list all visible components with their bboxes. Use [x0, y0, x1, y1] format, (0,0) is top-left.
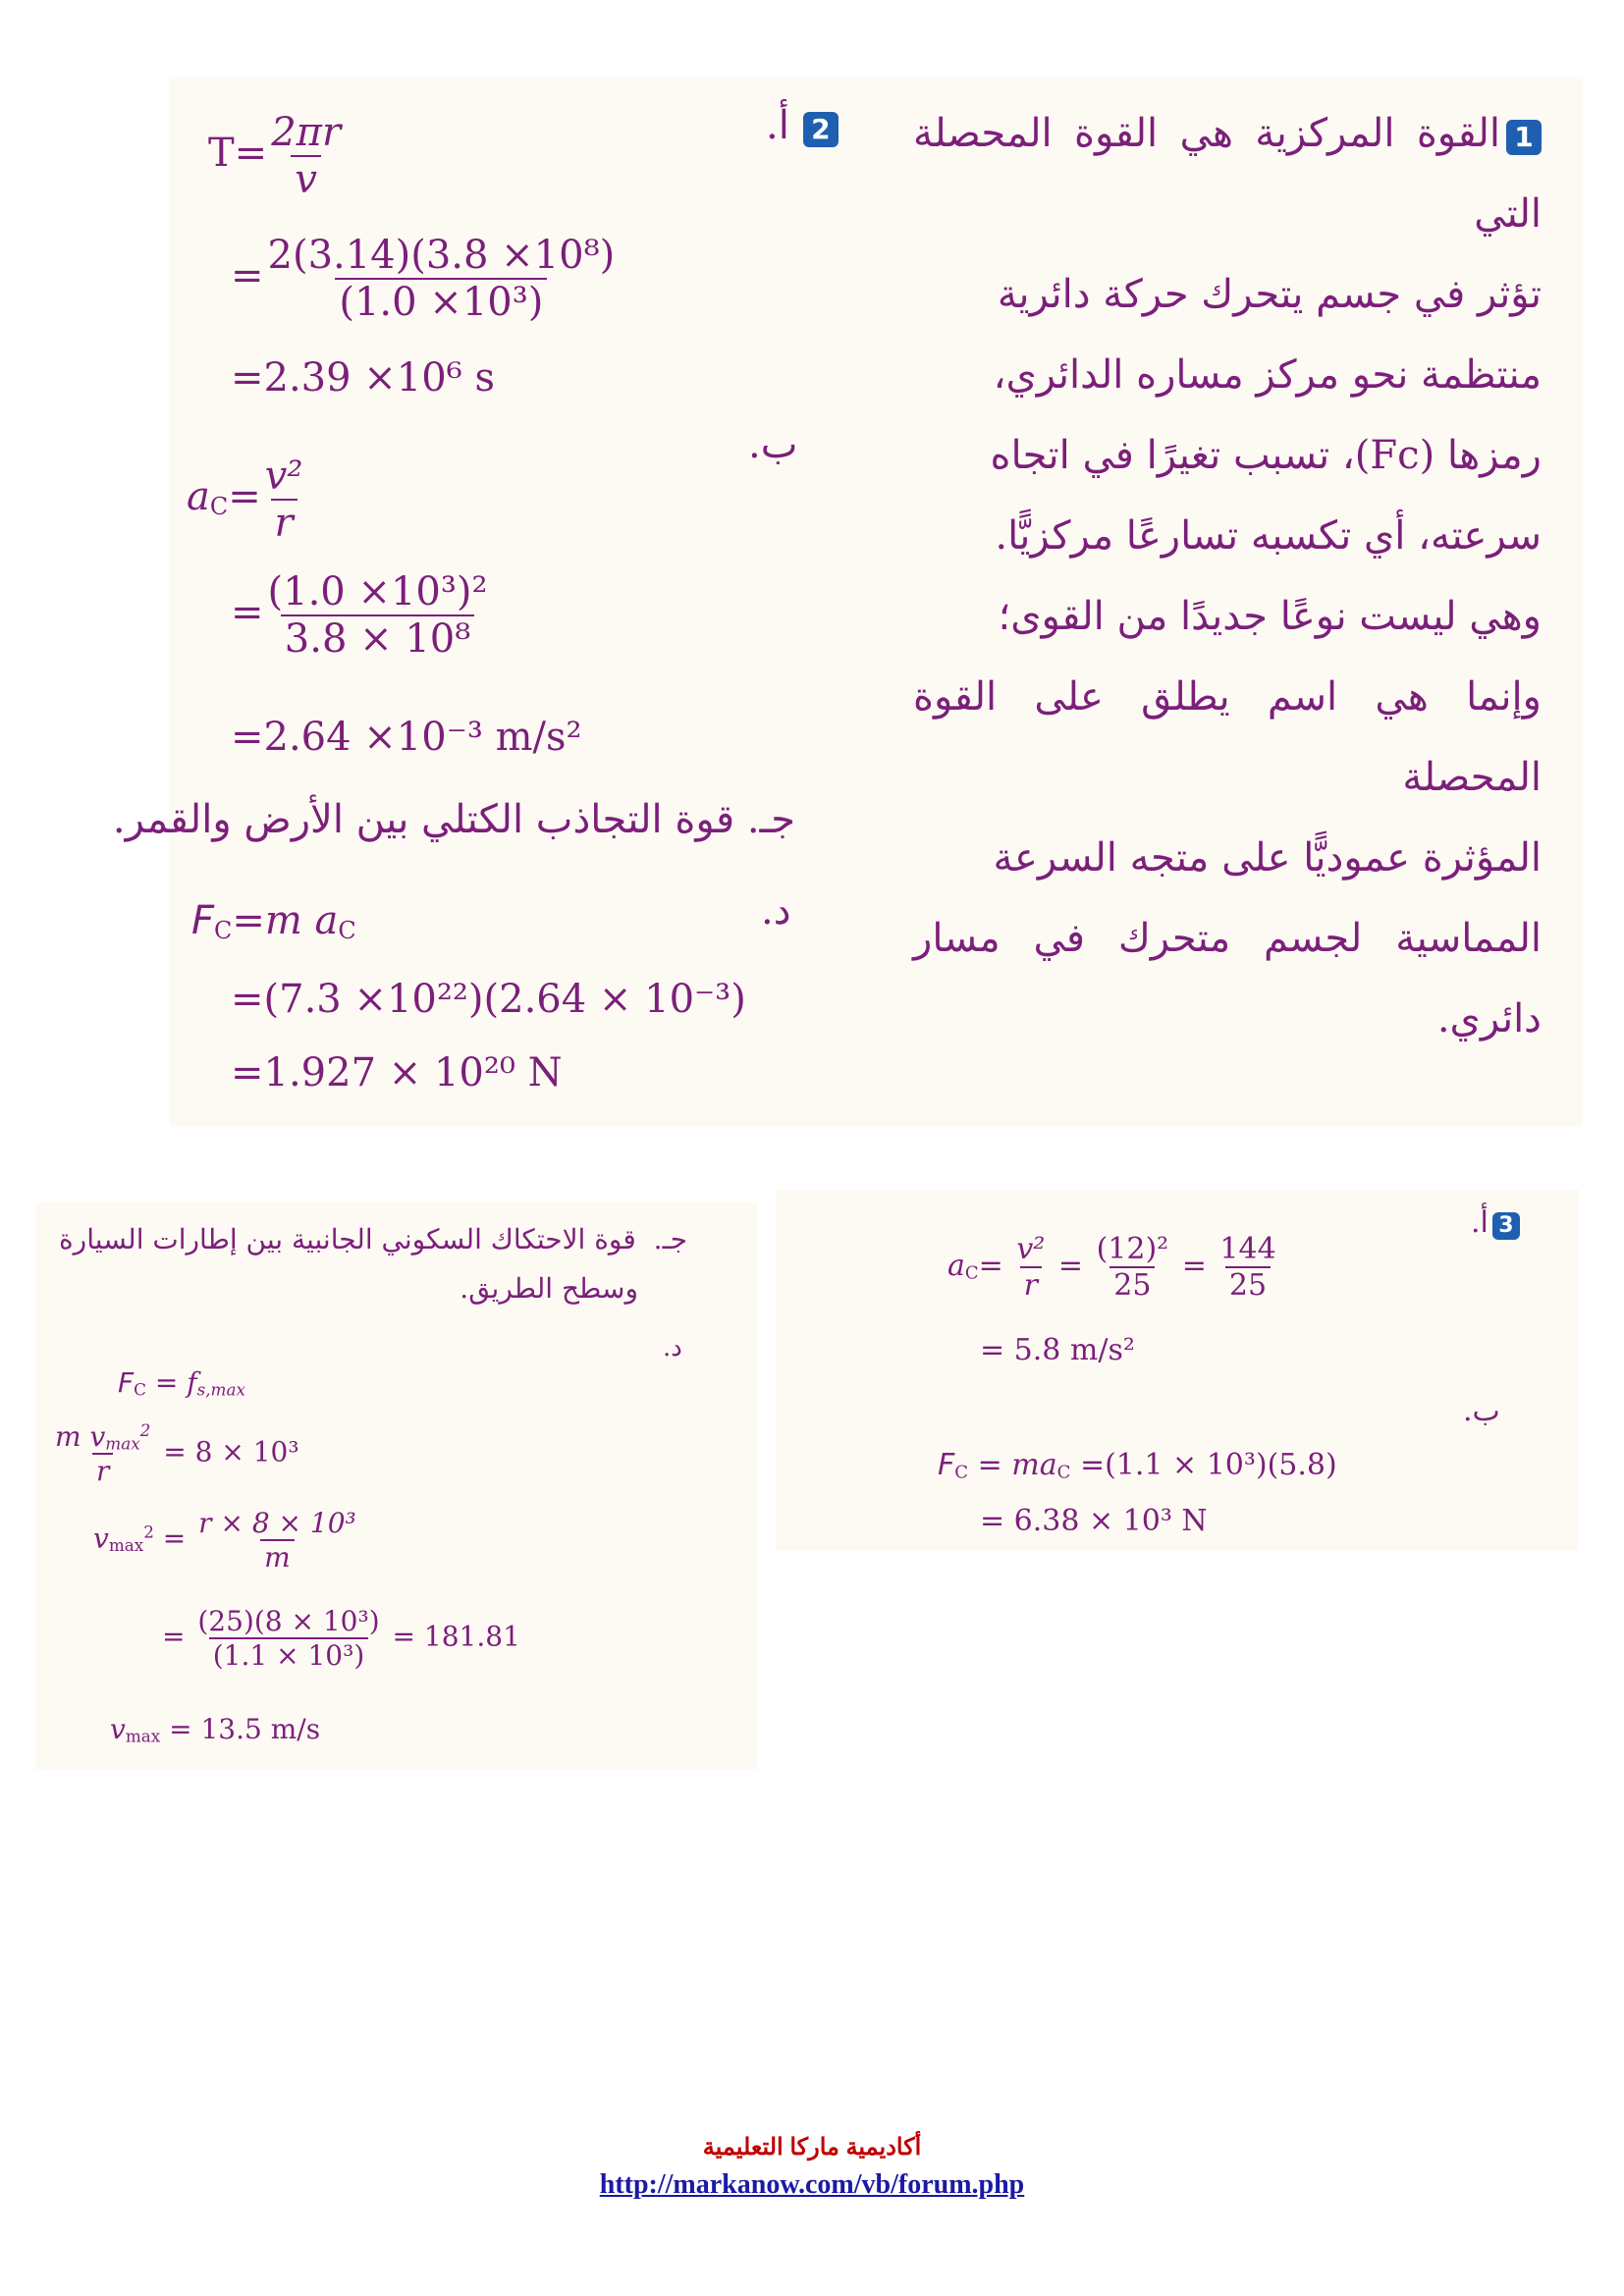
q2-period-formula: T= $\frac{2\pi r}{v}$ [208, 110, 342, 202]
q3-force-formula: $F_C = ma_C =(1.1 \times 10^3)(5.8)$ [938, 1448, 1337, 1483]
q1-line-7: وإنما هي اسم يطلق على القوة المحصلة [913, 674, 1542, 800]
q3-label-d: د. [663, 1333, 682, 1362]
q1-line-2: تؤثر في جسم يتحرك حركة دائرية [997, 272, 1542, 317]
q3-vmax-substitution: = $\frac{\text{(25)(8 × 10³)}}{\text{(1.1 × 10³)}}$ = 181.81 [162, 1605, 520, 1672]
q3-part-c [39, 1215, 687, 1313]
q2-label-d: د. [761, 888, 791, 934]
q2-part-c: جـ. قوة التجاذب الكتلي بين الأرض والقمر. [112, 797, 795, 842]
q3-vmax-squared-eq: $v_{max}^2$ = $\frac{\text{r × 8 × 10³}}{m}$ [93, 1507, 356, 1574]
q3-vmax-eq: $\frac{m v_{max}^2}{r}$ = 8 × 10³ [55, 1419, 299, 1487]
q2-period-result: =2.39 ×10⁶ s [231, 355, 495, 400]
q2-accel-result: =2.64 ×10⁻³ m/s² [231, 715, 582, 760]
q1-line-6: وهي ليست نوعًا جديدًا من القوى؛ [998, 594, 1542, 639]
q1-line-3: منتظمة نحو مركز مساره الدائري، [993, 352, 1542, 398]
q3-badge: 3 [1492, 1212, 1520, 1240]
q3-label-b: ب. [1463, 1394, 1500, 1428]
footer-title: أكاديمية ماركا التعليمية [702, 2134, 922, 2161]
q1-badge: 1 [1506, 120, 1542, 155]
q3-part-c-line-1: جـ. قوة الاحتكاك السكوني الجانبية بين إطارات السيارة [59, 1223, 687, 1255]
q3-accel-formula: $a_C=$ $\frac{\text{v²}}{r}$ = $\frac{\text{(12)²}}{25}$ = $\frac{144}{25}$ [947, 1232, 1276, 1303]
q2-label-a: 2أ. [766, 103, 839, 148]
footer-link[interactable]: http://markanow.com/vb/forum.php [599, 2169, 1025, 2200]
q3-vmax-result: $v_{max} = 13.5$ m/s [110, 1713, 321, 1746]
q1-definition [913, 93, 1542, 1059]
q2-accel-formula: $a_C=$ $\frac{\text{v²}}{r}$ [187, 454, 303, 546]
q2-period-substitution: = $\frac{\text{2(3.14)(3.8 ×10⁸)}}{\text{(1.0 ×10³)}}$ [231, 233, 616, 325]
q2-label-b: ب. [748, 422, 798, 467]
q1-line-4: رمزها (Fc)، تسبب تغيرًا في اتجاه [990, 433, 1542, 478]
q2-force-formula: $F_C=m$ $a_C$ [191, 898, 356, 944]
q1-line-9: المماسية لجسم متحرك في مسار دائري. [913, 916, 1542, 1041]
q2-force-result: =1.927 × 10²⁰ N [231, 1050, 563, 1095]
q3-part-c-line-2: وسطح الطريق. [460, 1272, 638, 1305]
q2-badge: 2 [803, 112, 839, 147]
q3-static-friction-eq: $F_C = f_{s,max}$ [118, 1366, 245, 1400]
q1-line-1: 1القوة المركزية هي القوة المحصلة التي [913, 111, 1542, 237]
q2-accel-substitution: = $\frac{\text{(1.0 ×10³)²}}{\text{3.8 × 10⁸}}$ [231, 569, 488, 662]
q1-line-5: سرعته، أي تكسبه تسارعًا مركزيًّا. [995, 513, 1542, 559]
q3-accel-result: = 5.8 m/s² [980, 1333, 1135, 1367]
q2-force-substitution: =(7.3 ×10²²)(2.64 × 10⁻³) [231, 977, 746, 1022]
q3-label-a: 3أ. [1471, 1205, 1520, 1240]
q1-line-8: المؤثرة عموديًّا على متجه السرعة [993, 835, 1542, 881]
q3-force-result: = 6.38 × 10³ N [980, 1504, 1208, 1538]
